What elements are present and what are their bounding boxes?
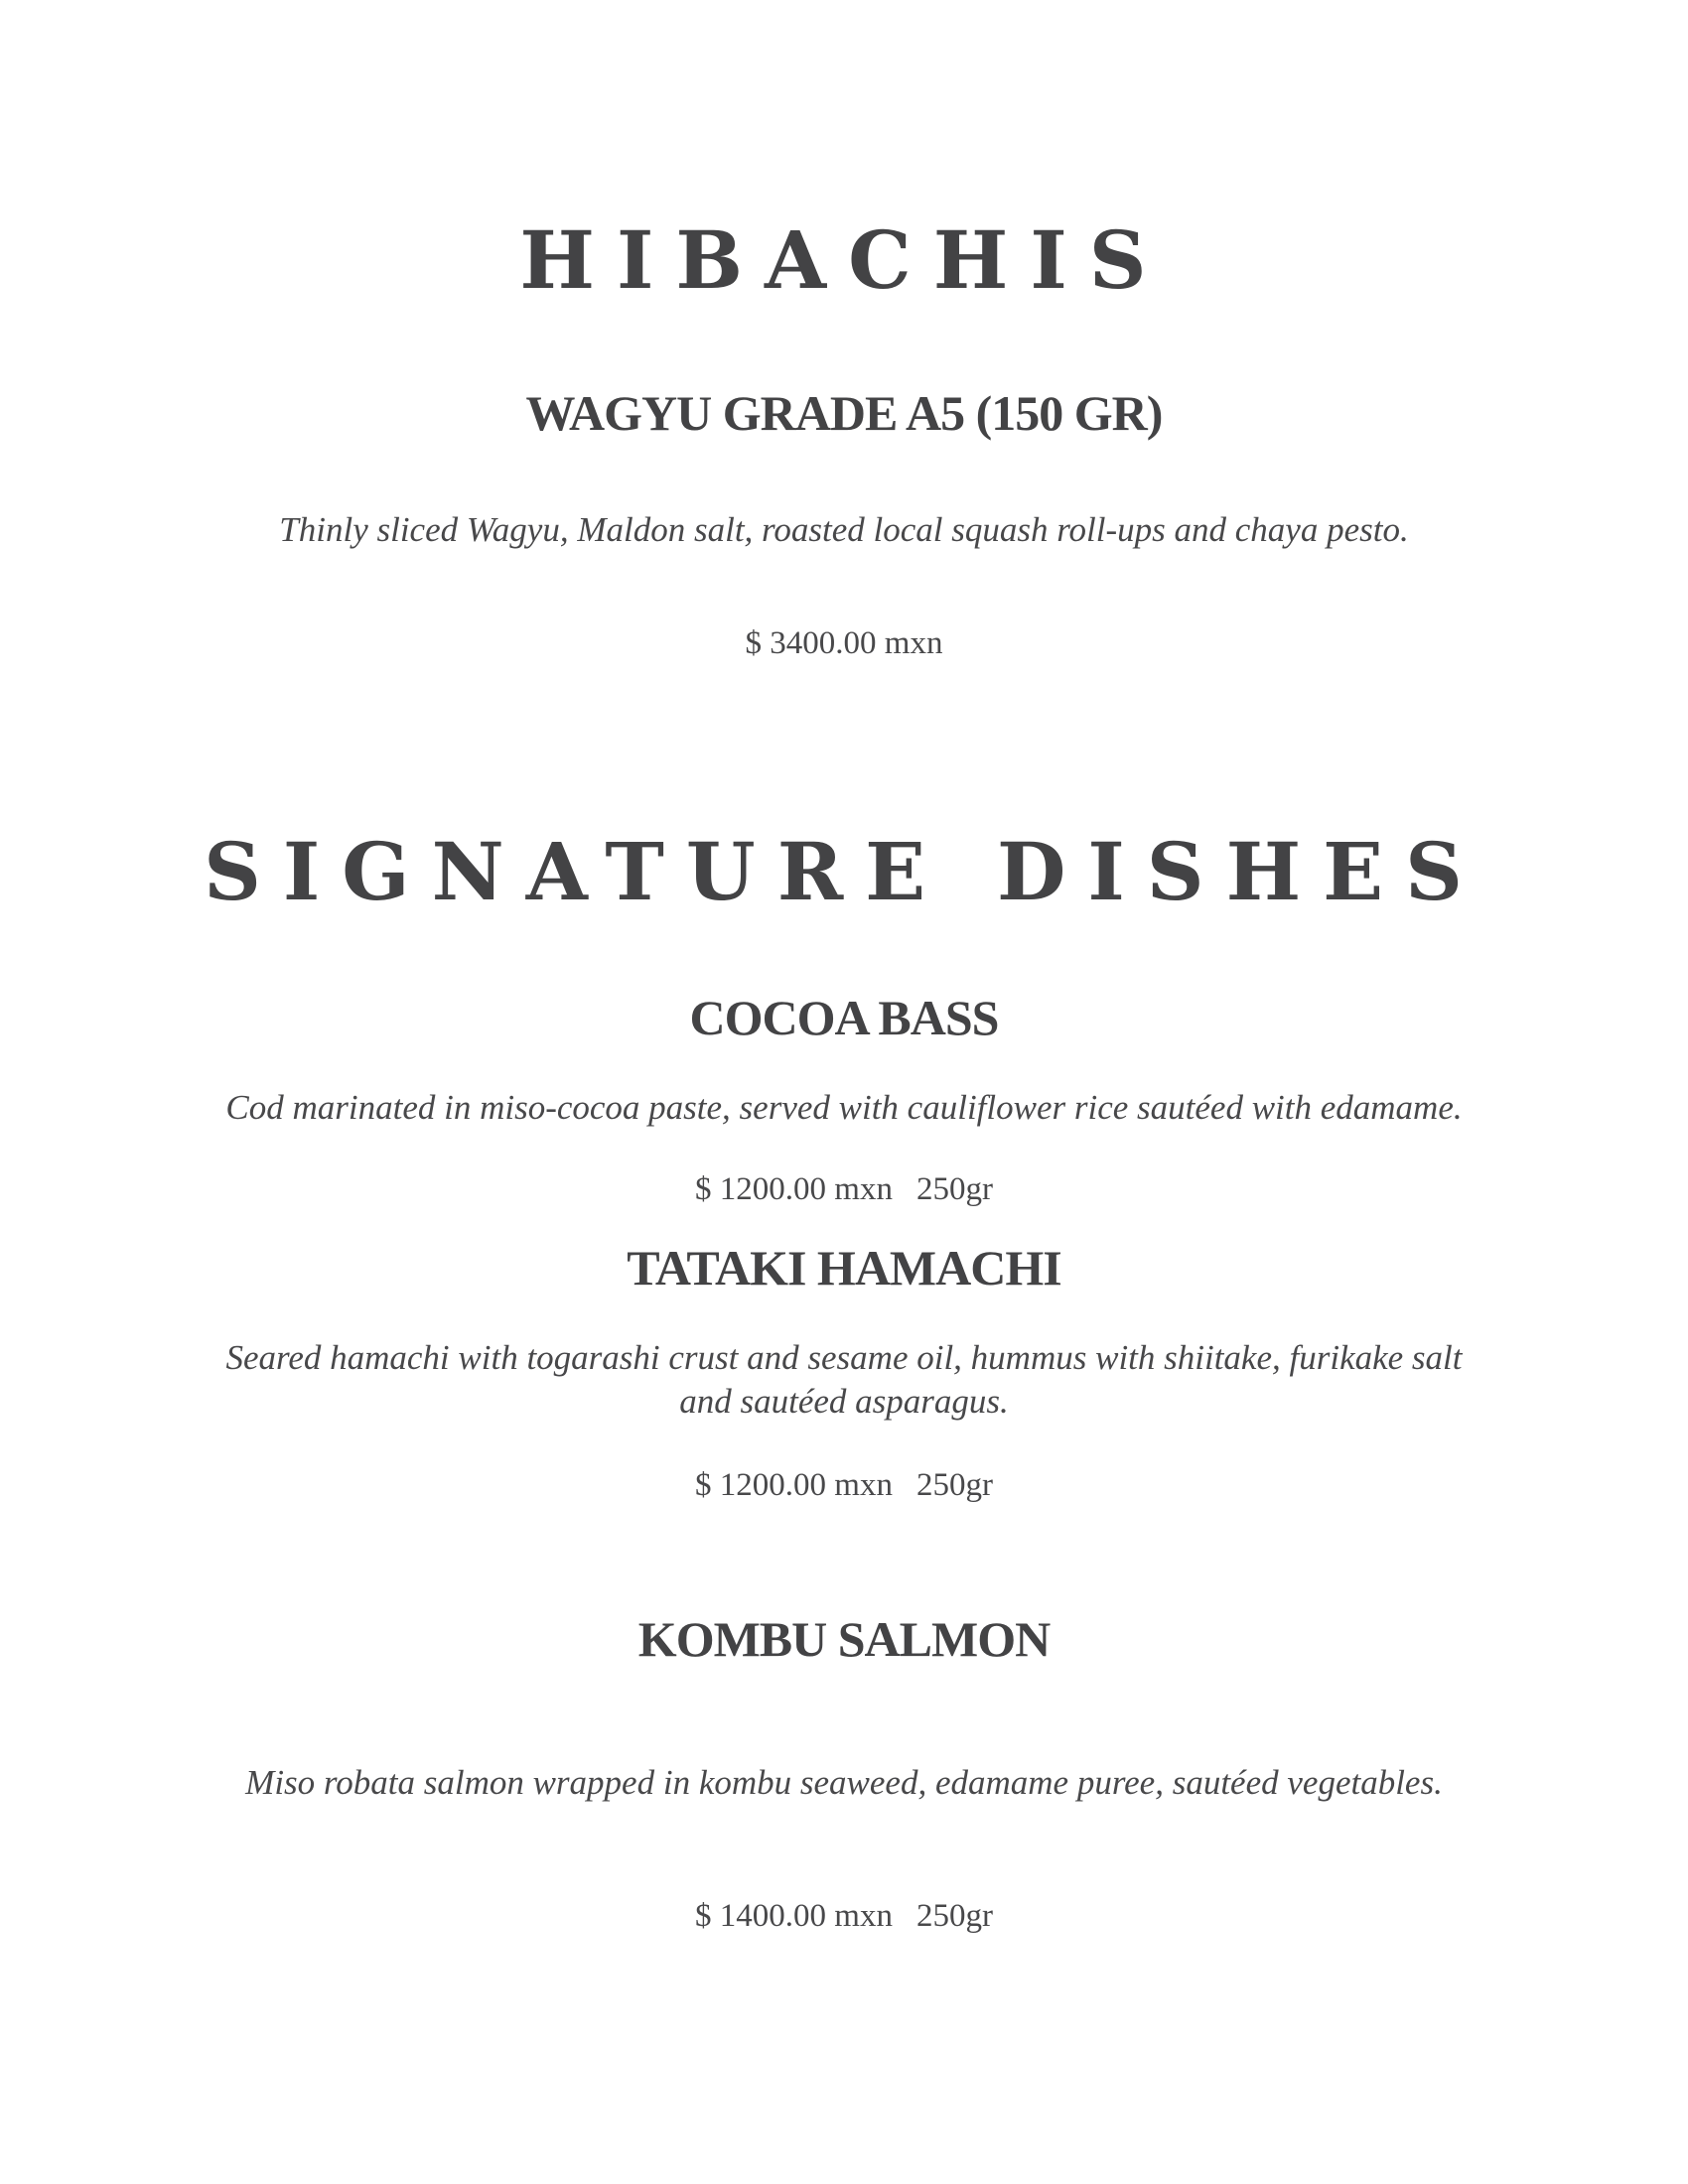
price-value: $ 1400.00 mxn (695, 1898, 893, 1934)
dish-description-tataki-hamachi-line2: and sautéed asparagus. (679, 1382, 1009, 1421)
dish-description-tataki-hamachi-line1: Seared hamachi with togarashi crust and sesame oil, hummus with shiitake, furikake salt (225, 1338, 1463, 1377)
price-value: $ 1200.00 mxn (695, 1467, 893, 1503)
dish-price-wagyu: $ 3400.00 mxn (745, 625, 943, 661)
dish-description-cocoa-bass: Cod marinated in miso-cocoa paste, served with cauliflower rice sautéed with edamame. (225, 1088, 1463, 1127)
dish-name-tataki-hamachi: TATAKI HAMACHI (627, 1240, 1061, 1296)
dish-name-cocoa-bass: COCOA BASS (689, 990, 999, 1045)
dish-price-cocoa-bass (0, 1173, 1688, 1206)
dish-price-kombu-salmon (0, 1900, 1688, 1933)
weight-value: 250gr (915, 1171, 993, 1207)
dish-name-wagyu: WAGYU GRADE A5 (150 GR) (525, 385, 1163, 441)
dish-name-kombu-salmon: KOMBU SALMON (637, 1611, 1051, 1667)
price-value: $ 1200.00 mxn (695, 1171, 893, 1207)
dish-description-wagyu: Thinly sliced Wagyu, Maldon salt, roasted local squash roll-ups and chaya pesto. (279, 510, 1409, 549)
section-title-signature-dishes: SIGNATURE DISHES (204, 825, 1484, 918)
weight-value: 250gr (915, 1467, 993, 1503)
dish-description-kombu-salmon: Miso robata salmon wrapped in kombu seaweed, edamame puree, sautéed vegetables. (245, 1763, 1443, 1802)
section-title-hibachis: HIBACHIS (519, 213, 1169, 307)
weight-value: 250gr (915, 1898, 993, 1934)
dish-price-tataki-hamachi (0, 1469, 1688, 1502)
